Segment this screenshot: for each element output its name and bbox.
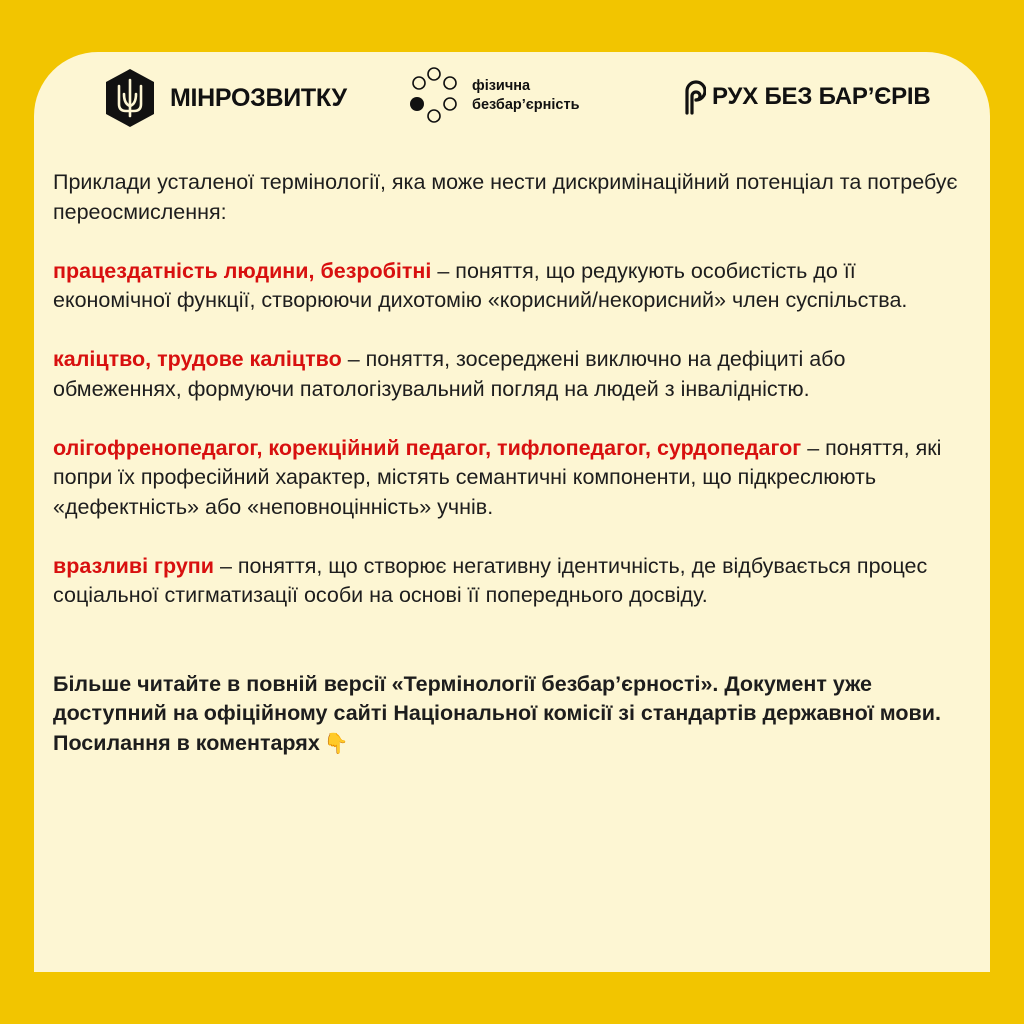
content-card xyxy=(34,52,990,972)
term-paragraph-2 xyxy=(53,345,963,404)
term-paragraph-1 xyxy=(53,257,963,316)
term-description: – поняття, що створює негативну ідентичність, де відбувається процес соціальної стигматизації особи на основі її попереднього досвіду. xyxy=(53,553,928,607)
term-highlight: працездатність людини, безробітні xyxy=(53,258,432,283)
ruh-mark-icon xyxy=(678,78,706,116)
trident-shield-icon xyxy=(104,68,156,128)
term-description: – поняття, зосереджені виключно на дефіциті або обмеженнях, формуючи патологізувальний погляд на людей з інвалідністю. xyxy=(53,347,846,401)
minrozvytku-logo-text: МІНРОЗВИТКУ xyxy=(170,83,347,112)
ruh-bez-barieriv-text: РУХ БЕЗ БАР’ЄРІВ xyxy=(712,83,931,110)
term-highlight: каліцтво, трудове каліцтво xyxy=(53,347,342,371)
fizychna-bezbarernist-text xyxy=(472,77,580,115)
footer-note xyxy=(53,670,963,759)
pointing-down-hand-icon: 👇 xyxy=(323,730,349,755)
term-highlight: вразливі групи xyxy=(53,553,214,578)
term-paragraph-4 xyxy=(53,552,963,611)
bezbarernist-text: безбар’єрність xyxy=(472,97,580,113)
fizychna-bezbarernist-logo xyxy=(406,66,580,126)
logo-bar xyxy=(34,52,990,152)
dot-circle-icon xyxy=(406,66,462,126)
ruh-bez-barieriv-logo xyxy=(678,78,930,116)
term-paragraph-3 xyxy=(53,434,963,523)
minrozvytku-logo xyxy=(104,68,347,128)
term-description: – поняття, що редукують особистість до її економічної функції, створюючи дихотомію «корисний/некорисний» член суспільства. xyxy=(53,258,908,312)
intro-paragraph: Приклади усталеної термінології, яка може нести дискримінаційний потенціал та потребує переосмислення: xyxy=(53,170,958,224)
term-description: – поняття, які попри їх професійний характер, містять семантичні компоненти, що підкреслюють «дефектність» або «неповноцінність» учнів. xyxy=(53,435,942,519)
footer-text: Більше читайте в повній версії «Термінології безбар’єрності». Документ уже доступний на офіційному сайті Національної комісії зі стандартів державної мови. Посилання в коментарях xyxy=(53,671,941,755)
term-highlight: олігофренопедагог, корекційний педагог, тифлопедагог, сурдопедагог xyxy=(53,435,802,460)
article-body xyxy=(53,168,963,788)
fizychna-text: фізична xyxy=(472,78,531,94)
